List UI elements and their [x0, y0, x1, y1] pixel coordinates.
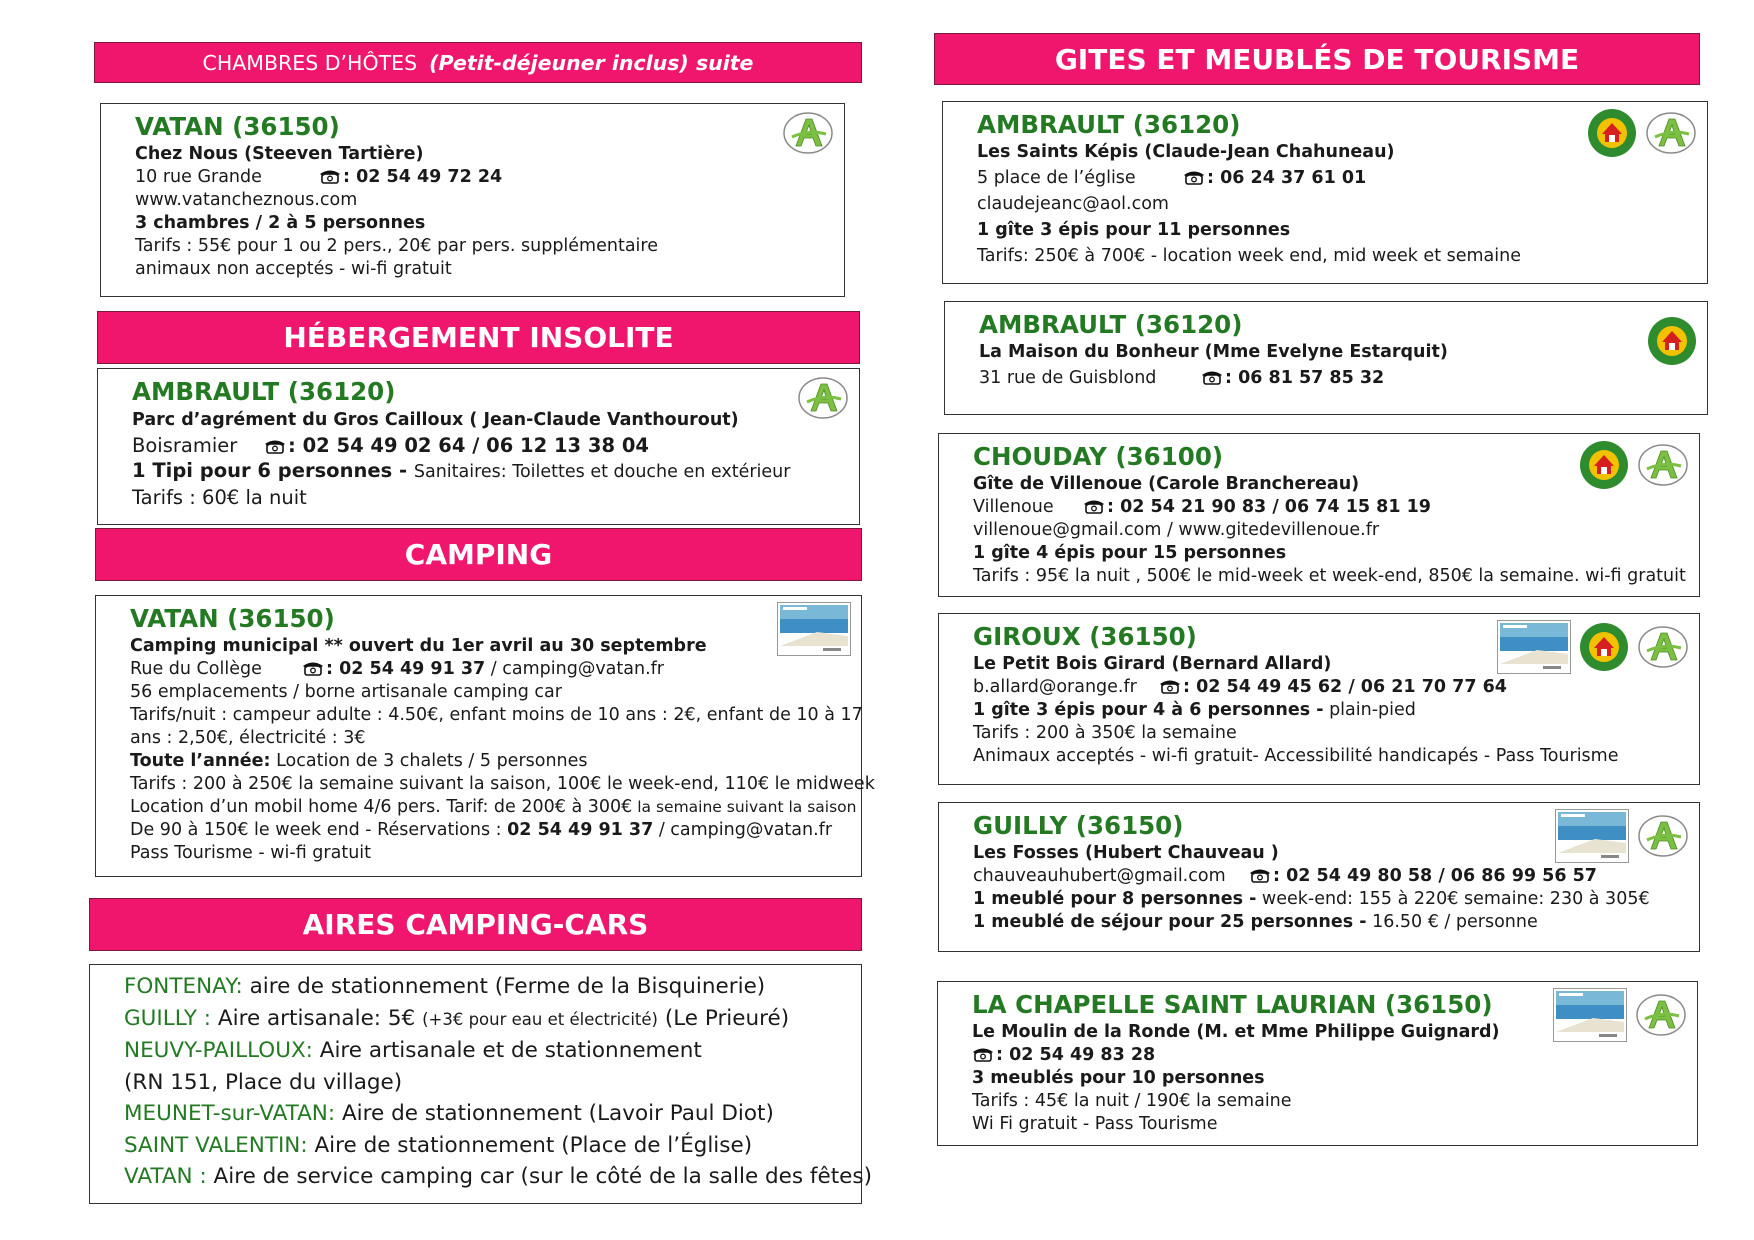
card-phone: : 02 54 49 83 28 — [996, 1045, 1156, 1065]
aire-item — [124, 1035, 861, 1067]
aires-banner — [89, 898, 862, 951]
aire-item — [124, 1098, 861, 1130]
phone-icon — [1249, 867, 1271, 883]
gites-banner — [934, 33, 1700, 85]
card-rates: Tarifs : 45€ la nuit / 190€ la semaine — [972, 1091, 1292, 1111]
card-resa-email: / camping@vatan.fr — [653, 820, 833, 840]
pass-tourisme-logo — [1497, 620, 1571, 674]
card-places: 56 emplacements / borne artisanale camping car — [130, 682, 562, 702]
ambrault2-card — [944, 301, 1708, 415]
chouday-card — [938, 433, 1700, 597]
aires-list — [89, 964, 872, 1204]
camping-banner — [95, 528, 862, 581]
card-town: LA CHAPELLE SAINT LAURIAN (36150) — [972, 990, 1493, 1019]
aire-text: Aire artisanale: 5€ — [211, 1005, 423, 1031]
aire-text: Aire de service camping car (sur le côté de la salle des fêtes) — [206, 1164, 872, 1189]
card-name: Camping municipal ** ouvert du 1er avril au 30 septembre — [130, 636, 707, 656]
card-phone: : 02 54 21 90 83 / 06 74 15 81 19 — [1107, 497, 1431, 517]
card-line2-bold: 1 meublé de séjour pour 25 personnes - — [973, 912, 1367, 932]
card-town: AMBRAULT (36120) — [979, 310, 1243, 339]
pass-tourisme-logo — [1553, 988, 1627, 1042]
card-address: Rue du Collège — [130, 659, 262, 679]
card-email: claudejeanc@aol.com — [977, 194, 1169, 214]
phone-icon — [1083, 498, 1105, 514]
card-phone: : 02 54 49 80 58 / 06 86 99 56 57 — [1273, 866, 1597, 886]
card-town: GIROUX (36150) — [973, 622, 1197, 651]
card-capacity: 1 gîte 4 épis pour 15 personnes — [973, 543, 1287, 563]
card-name: Gîte de Villenoue (Carole Branchereau) — [973, 474, 1360, 494]
card-capacity: 3 meublés pour 10 personnes — [972, 1068, 1265, 1088]
pass-tourisme-logo — [1555, 809, 1629, 863]
card-address: 31 rue de Guisblond — [979, 368, 1157, 388]
card-email: b.allard@orange.fr — [973, 677, 1137, 697]
aire-text: Aire artisanale et de stationnement — [312, 1038, 702, 1063]
guilly-card — [938, 802, 1700, 952]
card-extra: Sanitaires: Toilettes et douche en extérieur — [413, 462, 791, 482]
card-capacity: 1 gîte 3 épis pour 4 à 6 personnes - — [973, 700, 1324, 720]
card-address: 5 place de l’église — [977, 168, 1136, 188]
phone-icon — [1159, 678, 1181, 694]
chapelle-card — [937, 981, 1698, 1146]
vatan-chambre-card — [100, 103, 845, 297]
card-mobil-a: Location d’un mobil home 4/6 pers. Tarif: de 200€ à 300€ — [130, 797, 633, 817]
card-phone: : 06 81 57 85 32 — [1225, 368, 1385, 388]
aires-title: AIRES CAMPING-CARS — [302, 908, 649, 941]
card-extra: plain-pied — [1323, 700, 1416, 720]
card-town: GUILLY (36150) — [973, 811, 1184, 840]
phone-icon — [1201, 369, 1223, 385]
card-town: AMBRAULT (36120) — [977, 110, 1241, 139]
card-notes: Animaux acceptés - wi-fi gratuit- Accessibilité handicapés - Pass Tourisme — [973, 746, 1619, 766]
card-address: Villenoue — [973, 497, 1054, 517]
card-name: Le Petit Bois Girard (Bernard Allard) — [973, 654, 1332, 674]
pass-tourisme-logo — [777, 602, 851, 656]
phone-icon — [264, 438, 286, 454]
card-capacity-separator: - — [392, 459, 414, 482]
card-notes: animaux non acceptés - wi-fi gratuit — [135, 259, 452, 279]
accueil-paysan-logo — [1637, 813, 1689, 859]
card-address: Boisramier — [132, 434, 238, 457]
card-phone: : 02 54 49 91 37 — [326, 659, 486, 679]
aire-item — [124, 1130, 861, 1162]
card-name: Les Fosses (Hubert Chauveau ) — [973, 843, 1279, 863]
card-name: Le Moulin de la Ronde (M. et Mme Philippe Guignard) — [972, 1022, 1500, 1042]
card-web: www.vatancheznous.com — [135, 190, 358, 210]
card-name: Parc d’agrément du Gros Cailloux ( Jean-Claude Vanthourout) — [132, 410, 739, 430]
camping-title: CAMPING — [404, 538, 553, 571]
card-phone: : 02 54 49 02 64 / 06 12 13 38 04 — [288, 434, 649, 457]
aire-text: (RN 151, Place du village) — [124, 1069, 403, 1095]
card-rates-1: Tarifs/nuit : campeur adulte : 4.50€, enfant moins de 10 ans : 2€, enfant de 10 à 17 — [130, 705, 863, 725]
card-name: La Maison du Bonheur (Mme Evelyne Estarquit) — [979, 342, 1448, 362]
aire-text: Aire de stationnement (Lavoir Paul Diot) — [335, 1101, 774, 1126]
aire-place: NEUVY-PAILLOUX: — [124, 1038, 313, 1063]
aire-place: GUILLY : — [124, 1005, 212, 1031]
aire-text: aire de stationnement (Ferme de la Bisquinerie) — [242, 974, 766, 999]
card-rates: Tarifs : 60€ la nuit — [132, 486, 307, 509]
card-phone: : 06 24 37 61 01 — [1207, 168, 1367, 188]
aire-small: (+3€ pour eau et électricité) — [422, 1009, 658, 1029]
card-rates: Tarifs : 200 à 350€ la semaine — [973, 723, 1237, 743]
accueil-paysan-logo — [1645, 110, 1697, 156]
ambrault1-card — [942, 101, 1708, 284]
aire-item — [124, 971, 861, 1003]
gites-de-france-logo — [1579, 622, 1629, 672]
phone-icon — [972, 1046, 994, 1062]
aire-place: MEUNET-sur-VATAN: — [124, 1101, 336, 1126]
gites-de-france-logo — [1579, 440, 1629, 490]
card-mobil-b: la semaine suivant la saison — [632, 798, 857, 816]
accueil-paysan-logo — [1637, 624, 1689, 670]
card-town: CHOUDAY (36100) — [973, 442, 1224, 471]
accueil-paysan-logo — [797, 375, 849, 421]
gites-de-france-logo — [1647, 316, 1697, 366]
aire-place: SAINT VALENTIN: — [124, 1132, 308, 1158]
phone-icon — [319, 168, 341, 184]
card-rates: Tarifs : 95€ la nuit , 500€ le mid-week et week-end, 850€ la semaine. wi-fi gratuit — [973, 566, 1686, 586]
chambres-title: CHAMBRES D’HÔTES — [202, 50, 418, 75]
card-town: AMBRAULT (36120) — [132, 377, 396, 406]
card-name: Les Saints Képis (Claude-Jean Chahuneau) — [977, 142, 1395, 162]
gites-de-france-logo — [1587, 108, 1637, 158]
card-rates-2: ans : 2,50€, électricité : 3€ — [130, 728, 366, 748]
card-rates-3: Tarifs : 200 à 250€ la semaine suivant la saison, 100€ le week-end, 110€ le midweek — [130, 774, 875, 794]
card-line2-rest: 16.50 € / personne — [1366, 912, 1538, 932]
card-resa-a: De 90 à 150€ le week end - Réservations : — [130, 820, 508, 840]
ambrault-insolite-card — [97, 368, 860, 525]
card-year-label: Toute l’année: — [130, 751, 271, 771]
card-capacity: 3 chambres / 2 à 5 personnes — [135, 213, 426, 233]
card-email: chauveauhubert@gmail.com — [973, 866, 1226, 886]
card-phone: : 02 54 49 72 24 — [343, 167, 503, 187]
card-line1-rest: week-end: 155 à 220€ semaine: 230 à 305€ — [1256, 889, 1650, 909]
card-town: VATAN (36150) — [130, 604, 335, 633]
card-capacity: 1 gîte 3 épis pour 11 personnes — [977, 220, 1291, 240]
phone-icon — [302, 660, 324, 676]
insolite-banner — [97, 311, 860, 364]
card-town: VATAN (36150) — [135, 112, 340, 141]
card-capacity: 1 Tipi pour 6 personnes — [132, 459, 393, 482]
card-year-text: Location de 3 chalets / 5 personnes — [270, 751, 588, 771]
accueil-paysan-logo — [1637, 442, 1689, 488]
card-rates: Tarifs : 55€ pour 1 ou 2 pers., 20€ par pers. supplémentaire — [135, 236, 658, 256]
card-address: 10 rue Grande — [135, 167, 262, 187]
accueil-paysan-logo — [1635, 992, 1687, 1038]
card-rates: Tarifs: 250€ à 700€ - location week end, mid week et semaine — [977, 246, 1521, 266]
accueil-paysan-logo — [782, 110, 834, 156]
phone-icon — [1183, 169, 1205, 185]
card-notes: Pass Tourisme - wi-fi gratuit — [130, 843, 372, 863]
card-line1-bold: 1 meublé pour 8 personnes - — [973, 889, 1257, 909]
aire-tail: (Le Prieuré) — [657, 1005, 790, 1031]
aire-place: FONTENAY: — [124, 974, 243, 999]
aire-item — [124, 1161, 872, 1193]
card-email: / camping@vatan.fr — [485, 659, 664, 679]
aire-item — [124, 1067, 861, 1099]
insolite-title: HÉBERGEMENT INSOLITE — [283, 321, 674, 354]
chambres-subtitle: (Petit-déjeuner inclus) suite — [429, 50, 754, 75]
chambres-banner — [94, 42, 862, 83]
vatan-camping-card — [95, 595, 875, 877]
card-phone: : 02 54 49 45 62 / 06 21 70 77 64 — [1183, 677, 1507, 697]
card-web: villenoue@gmail.com / www.gitedevillenoue.fr — [973, 520, 1380, 540]
aire-item — [124, 1003, 861, 1036]
card-resa-phone: 02 54 49 91 37 — [507, 820, 654, 840]
gites-title: GITES ET MEUBLÉS DE TOURISME — [1054, 42, 1580, 76]
card-name: Chez Nous (Steeven Tartière) — [135, 144, 424, 164]
card-notes: Wi Fi gratuit - Pass Tourisme — [972, 1114, 1218, 1134]
aire-place: VATAN : — [124, 1164, 207, 1189]
aire-text: Aire de stationnement (Place de l’Église) — [307, 1132, 753, 1158]
giroux-card — [938, 613, 1700, 785]
